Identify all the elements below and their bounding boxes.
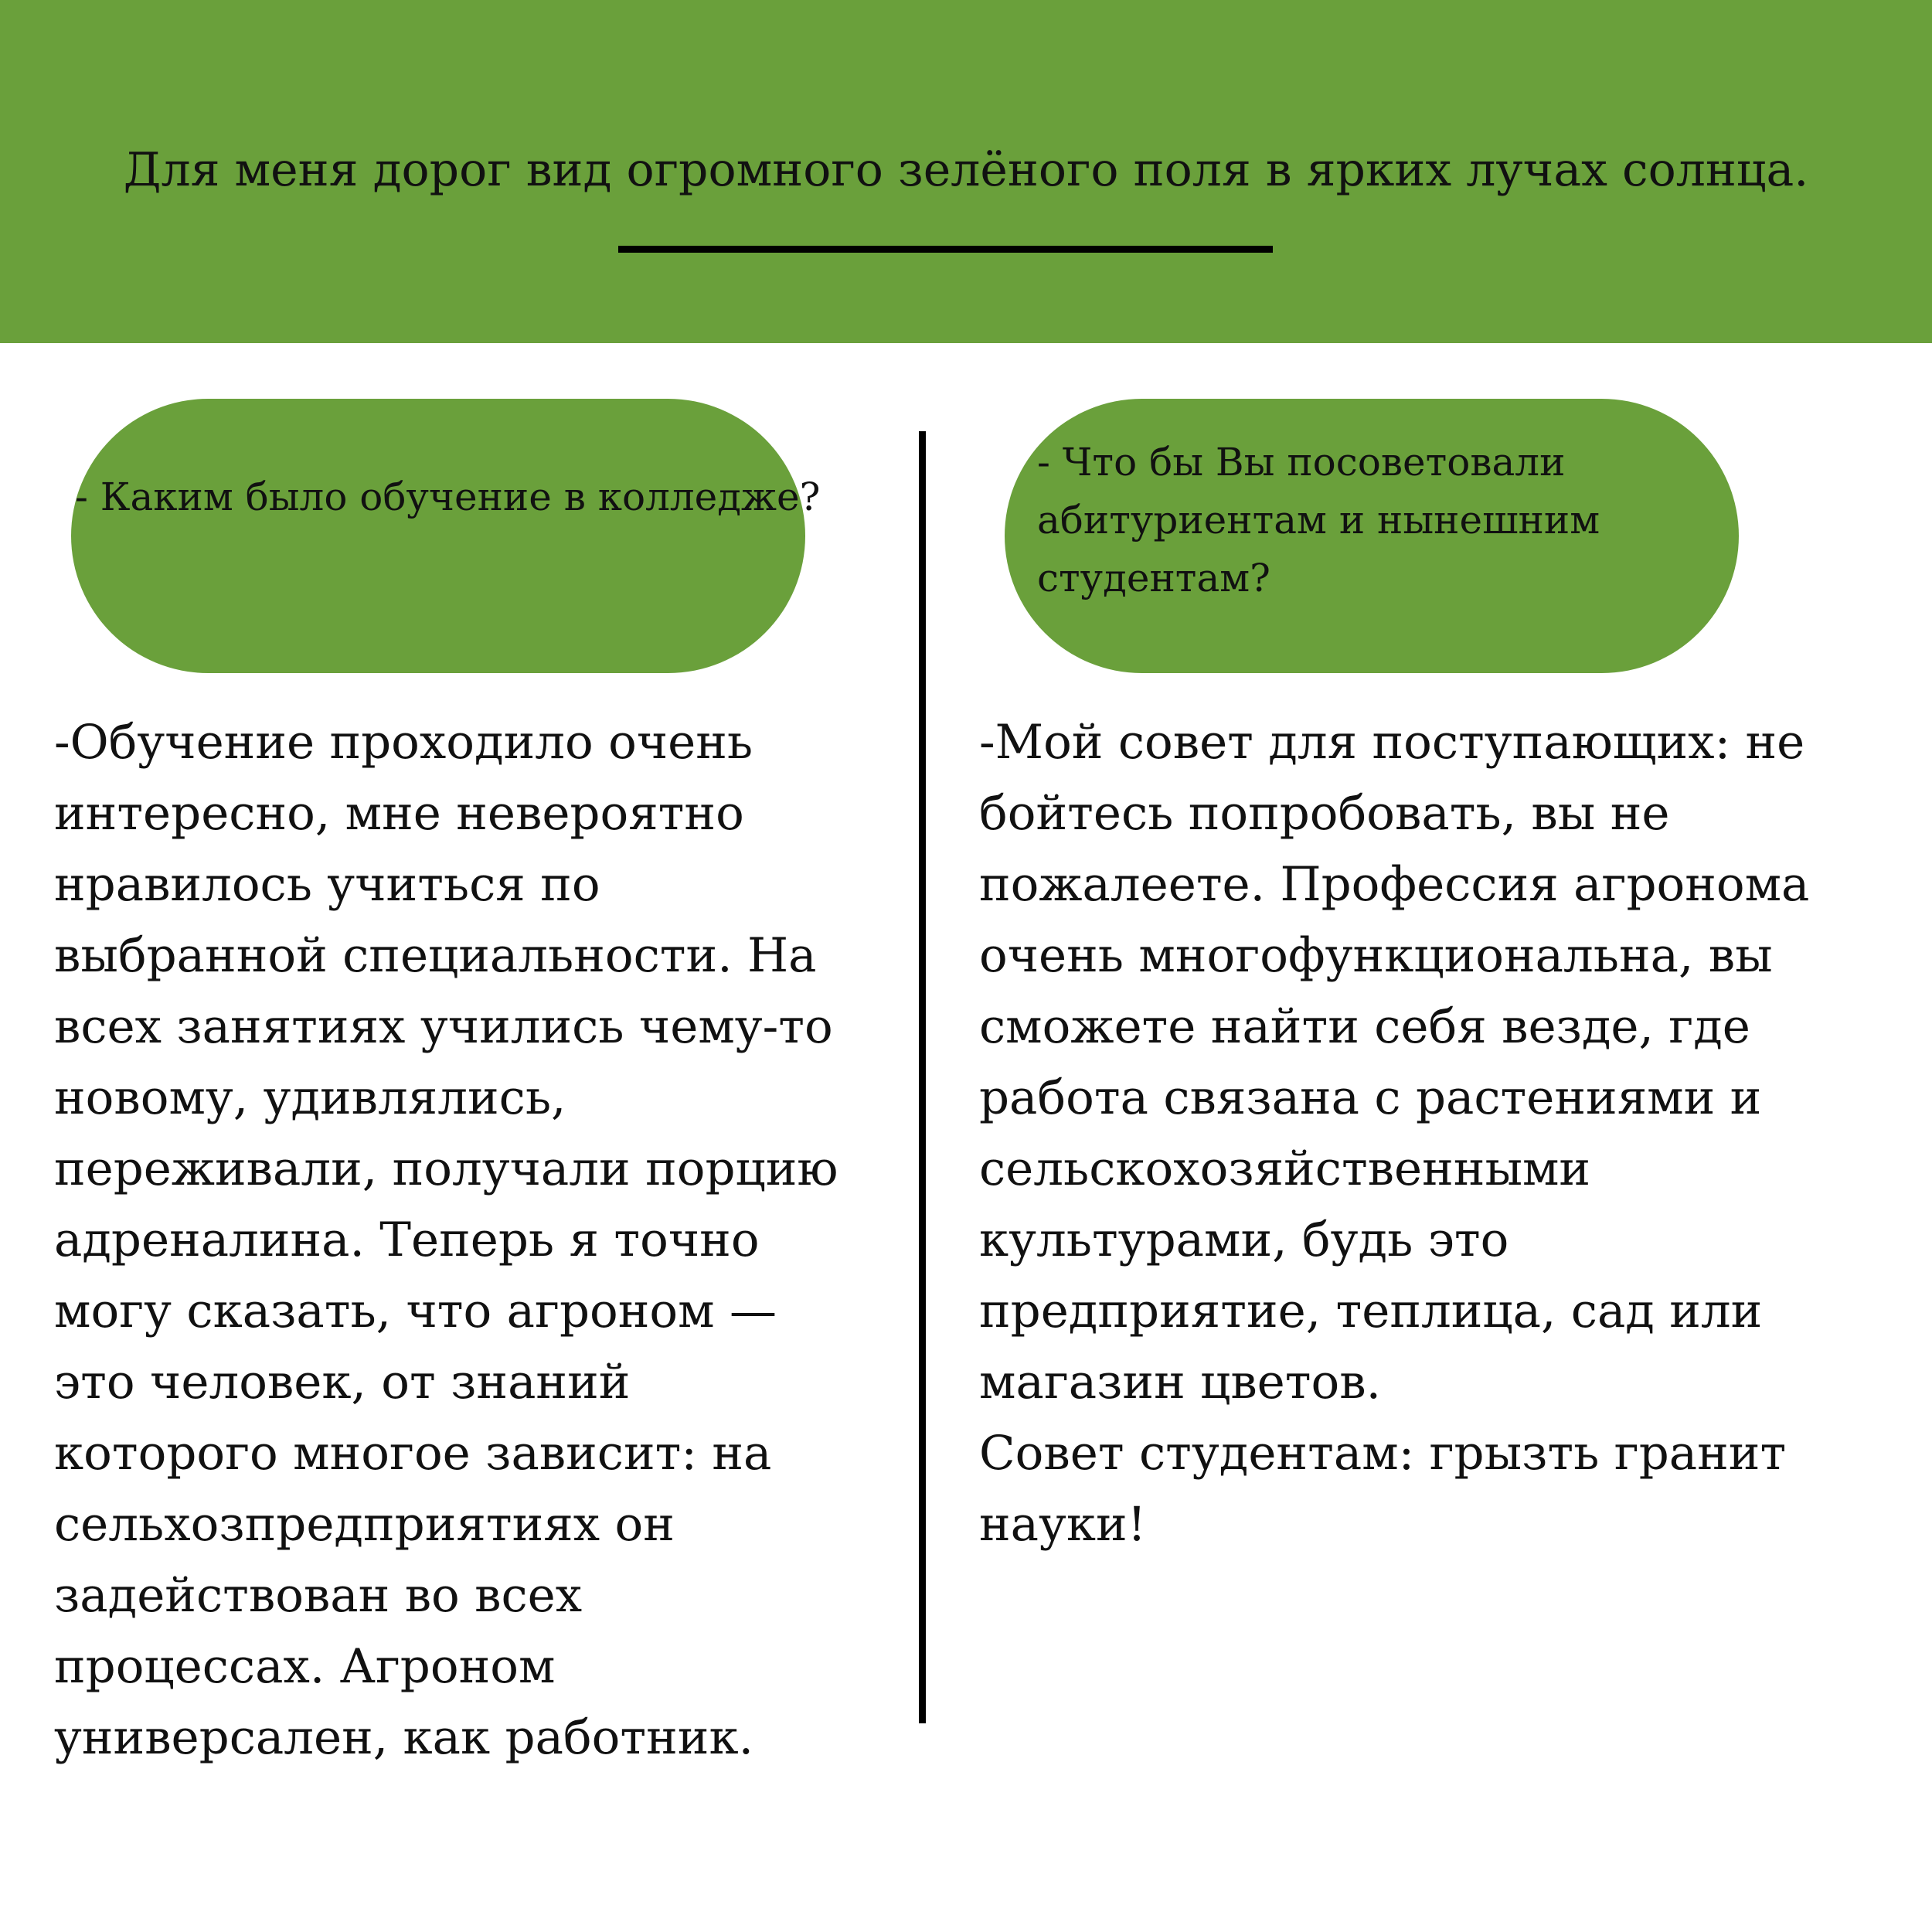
answer-left: -Обучение проходило очень интересно, мне невероятно нравилось учиться по выбранной специальности. На всех занятиях учились чему-то новому, удивлялись, переживали, получали порцию адреналина. Теперь я точно могу сказать, что агроном — это человек, от знаний которого многое зависит: на сельхозпредприятиях он задействован во всех процессах. Агроном универсален, как работник. bbox=[54, 715, 838, 1765]
column-divider bbox=[919, 431, 926, 1723]
question-left: - Каким было обучение в колледже? bbox=[75, 474, 821, 519]
header-quote: Для меня дорог вид огромного зелёного поля в ярких лучах солнца. bbox=[123, 143, 1809, 197]
question-pill-left bbox=[71, 399, 821, 673]
answer-right: -Мой совет для поступающих: не бойтесь попробовать, вы не пожалеете. Профессия агронома очень многофункциональна, вы сможете найти себя везде, где работа связана с растениями и сельскохозяйственными культурами, будь это предприятие, теплица, сад или магазин цветов. Совет студентам: грызть гранит науки! bbox=[979, 715, 1810, 1552]
question-right: - Что бы Вы посоветовали абитуриентам и нынешним студентам? bbox=[1037, 440, 1600, 600]
question-pill-right bbox=[1005, 399, 1739, 673]
header-banner bbox=[0, 0, 1932, 343]
header-underline bbox=[618, 246, 1273, 253]
